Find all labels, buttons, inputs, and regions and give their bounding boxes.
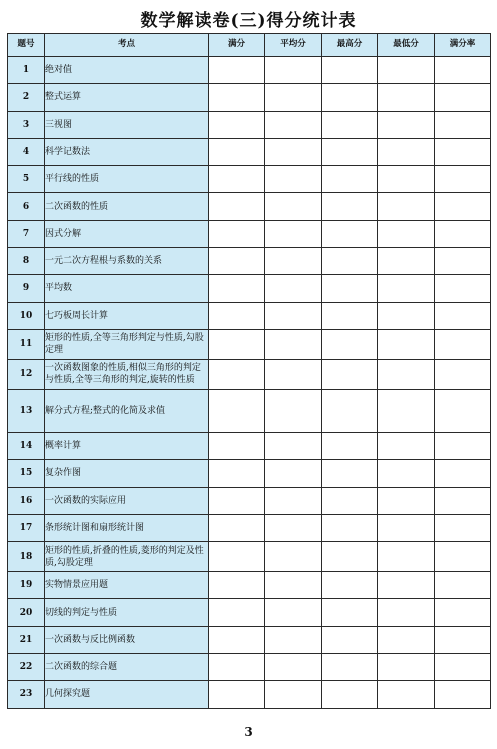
question-number: 20 [8, 599, 45, 626]
average-cell[interactable] [265, 460, 322, 487]
header-full-rate: 满分率 [435, 34, 491, 57]
header-min: 最低分 [378, 34, 435, 57]
full-rate-cell[interactable] [435, 57, 491, 84]
max-cell[interactable] [322, 681, 378, 708]
full-score-cell[interactable] [209, 329, 265, 359]
average-cell[interactable] [265, 487, 322, 514]
full-score-cell[interactable] [209, 138, 265, 165]
min-cell[interactable] [378, 654, 435, 681]
full-score-cell[interactable] [209, 514, 265, 541]
average-cell[interactable] [265, 193, 322, 220]
full-rate-cell[interactable] [435, 111, 491, 138]
full-score-cell[interactable] [209, 193, 265, 220]
min-cell[interactable] [378, 542, 435, 572]
min-cell[interactable] [378, 389, 435, 432]
average-cell[interactable] [265, 138, 322, 165]
min-cell[interactable] [378, 460, 435, 487]
full-rate-cell[interactable] [435, 432, 491, 459]
topic-cell: 平均数 [45, 275, 209, 302]
full-score-cell[interactable] [209, 542, 265, 572]
question-number: 1 [8, 57, 45, 84]
topic-cell: 整式运算 [45, 84, 209, 111]
full-score-cell[interactable] [209, 111, 265, 138]
header-question-no: 题号 [8, 34, 45, 57]
average-cell[interactable] [265, 166, 322, 193]
average-cell[interactable] [265, 302, 322, 329]
topic-cell: 条形统计图和扇形统计图 [45, 514, 209, 541]
min-cell[interactable] [378, 329, 435, 359]
question-number: 10 [8, 302, 45, 329]
average-cell[interactable] [265, 84, 322, 111]
topic-cell: 二次函数的综合题 [45, 654, 209, 681]
table-row [8, 166, 491, 193]
table-body [8, 57, 491, 709]
average-cell[interactable] [265, 220, 322, 247]
average-cell[interactable] [265, 626, 322, 653]
min-cell[interactable] [378, 302, 435, 329]
table-row [8, 84, 491, 111]
table-row [8, 514, 491, 541]
max-cell[interactable] [322, 248, 378, 275]
full-rate-cell[interactable] [435, 220, 491, 247]
header-topic: 考点 [45, 34, 209, 57]
full-rate-cell[interactable] [435, 275, 491, 302]
full-rate-cell[interactable] [435, 681, 491, 708]
full-score-cell[interactable] [209, 84, 265, 111]
max-cell[interactable] [322, 654, 378, 681]
full-score-cell[interactable] [209, 359, 265, 389]
table-row [8, 599, 491, 626]
full-score-cell[interactable] [209, 302, 265, 329]
full-score-cell[interactable] [209, 654, 265, 681]
question-number: 6 [8, 193, 45, 220]
max-cell[interactable] [322, 626, 378, 653]
full-rate-cell[interactable] [435, 248, 491, 275]
table-row [8, 389, 491, 432]
full-score-cell[interactable] [209, 57, 265, 84]
max-cell[interactable] [322, 487, 378, 514]
min-cell[interactable] [378, 248, 435, 275]
min-cell[interactable] [378, 599, 435, 626]
min-cell[interactable] [378, 275, 435, 302]
min-cell[interactable] [378, 193, 435, 220]
average-cell[interactable] [265, 654, 322, 681]
min-cell[interactable] [378, 681, 435, 708]
min-cell[interactable] [378, 487, 435, 514]
full-rate-cell[interactable] [435, 626, 491, 653]
min-cell[interactable] [378, 572, 435, 599]
min-cell[interactable] [378, 514, 435, 541]
full-score-cell[interactable] [209, 572, 265, 599]
average-cell[interactable] [265, 514, 322, 541]
table-row [8, 432, 491, 459]
max-cell[interactable] [322, 275, 378, 302]
topic-cell: 解分式方程;整式的化简及求值 [45, 389, 209, 432]
full-score-cell[interactable] [209, 681, 265, 708]
table-row [8, 572, 491, 599]
average-cell[interactable] [265, 329, 322, 359]
topic-cell: 科学记数法 [45, 138, 209, 165]
average-cell[interactable] [265, 572, 322, 599]
topic-cell: 一次函数的实际应用 [45, 487, 209, 514]
average-cell[interactable] [265, 542, 322, 572]
topic-cell: 一次函数与反比例函数 [45, 626, 209, 653]
question-number: 9 [8, 275, 45, 302]
max-cell[interactable] [322, 193, 378, 220]
topic-cell: 矩形的性质,全等三角形判定与性质,勾股定理 [45, 329, 209, 359]
max-cell[interactable] [322, 220, 378, 247]
full-score-cell[interactable] [209, 487, 265, 514]
table-row [8, 138, 491, 165]
topic-cell: 概率计算 [45, 432, 209, 459]
question-number: 4 [8, 138, 45, 165]
table-row [8, 111, 491, 138]
max-cell[interactable] [322, 572, 378, 599]
page-number: 3 [244, 725, 253, 739]
min-cell[interactable] [378, 138, 435, 165]
full-rate-cell[interactable] [435, 542, 491, 572]
full-rate-cell[interactable] [435, 359, 491, 389]
topic-cell: 七巧板周长计算 [45, 302, 209, 329]
min-cell[interactable] [378, 166, 435, 193]
average-cell[interactable] [265, 432, 322, 459]
max-cell[interactable] [322, 599, 378, 626]
max-cell[interactable] [322, 359, 378, 389]
question-number: 16 [8, 487, 45, 514]
topic-cell: 一次函数图象的性质,相似三角形的判定与性质,全等三角形的判定,旋转的性质 [45, 359, 209, 389]
topic-cell: 切线的判定与性质 [45, 599, 209, 626]
full-score-cell[interactable] [209, 248, 265, 275]
min-cell[interactable] [378, 432, 435, 459]
question-number: 12 [8, 359, 45, 389]
min-cell[interactable] [378, 220, 435, 247]
header-max: 最高分 [322, 34, 378, 57]
question-number: 13 [8, 389, 45, 432]
min-cell[interactable] [378, 84, 435, 111]
question-number: 3 [8, 111, 45, 138]
min-cell[interactable] [378, 111, 435, 138]
question-number: 7 [8, 220, 45, 247]
average-cell[interactable] [265, 599, 322, 626]
full-rate-cell[interactable] [435, 654, 491, 681]
topic-cell: 矩形的性质,折叠的性质,菱形的判定及性质,勾股定理 [45, 542, 209, 572]
header-full-score: 满分 [209, 34, 265, 57]
table-row [8, 275, 491, 302]
question-number: 19 [8, 572, 45, 599]
topic-cell: 复杂作图 [45, 460, 209, 487]
table-row [8, 654, 491, 681]
average-cell[interactable] [265, 248, 322, 275]
topic-cell: 平行线的性质 [45, 166, 209, 193]
min-cell[interactable] [378, 57, 435, 84]
header-average: 平均分 [265, 34, 322, 57]
question-number: 14 [8, 432, 45, 459]
table-row [8, 542, 491, 572]
max-cell[interactable] [322, 460, 378, 487]
full-score-cell[interactable] [209, 275, 265, 302]
average-cell[interactable] [265, 359, 322, 389]
question-number: 15 [8, 460, 45, 487]
full-rate-cell[interactable] [435, 599, 491, 626]
max-cell[interactable] [322, 329, 378, 359]
table-row [8, 487, 491, 514]
question-number: 8 [8, 248, 45, 275]
full-rate-cell[interactable] [435, 302, 491, 329]
max-cell[interactable] [322, 389, 378, 432]
min-cell[interactable] [378, 626, 435, 653]
average-cell[interactable] [265, 681, 322, 708]
full-score-cell[interactable] [209, 599, 265, 626]
table-row [8, 681, 491, 708]
max-cell[interactable] [322, 514, 378, 541]
full-score-cell[interactable] [209, 220, 265, 247]
topic-cell: 一元二次方程根与系数的关系 [45, 248, 209, 275]
question-number: 23 [8, 681, 45, 708]
full-rate-cell[interactable] [435, 166, 491, 193]
max-cell[interactable] [322, 432, 378, 459]
topic-cell: 实物情景应用题 [45, 572, 209, 599]
full-rate-cell[interactable] [435, 389, 491, 432]
max-cell[interactable] [322, 302, 378, 329]
full-rate-cell[interactable] [435, 193, 491, 220]
full-score-cell[interactable] [209, 166, 265, 193]
full-rate-cell[interactable] [435, 487, 491, 514]
table-row [8, 57, 491, 84]
max-cell[interactable] [322, 542, 378, 572]
average-cell[interactable] [265, 275, 322, 302]
question-number: 21 [8, 626, 45, 653]
page-title: 数学解读卷(三)得分统计表 [140, 11, 357, 31]
full-score-cell[interactable] [209, 389, 265, 432]
table-row [8, 248, 491, 275]
full-score-cell[interactable] [209, 432, 265, 459]
question-number: 2 [8, 84, 45, 111]
average-cell[interactable] [265, 389, 322, 432]
max-cell[interactable] [322, 138, 378, 165]
max-cell[interactable] [322, 84, 378, 111]
topic-cell: 二次函数的性质 [45, 193, 209, 220]
topic-cell: 几何探究题 [45, 681, 209, 708]
max-cell[interactable] [322, 57, 378, 84]
table-row [8, 193, 491, 220]
average-cell[interactable] [265, 57, 322, 84]
table-row [8, 220, 491, 247]
full-rate-cell[interactable] [435, 572, 491, 599]
table-row [8, 626, 491, 653]
topic-cell: 绝对值 [45, 57, 209, 84]
full-score-cell[interactable] [209, 626, 265, 653]
full-rate-cell[interactable] [435, 84, 491, 111]
min-cell[interactable] [378, 359, 435, 389]
table-row [8, 359, 491, 389]
full-rate-cell[interactable] [435, 514, 491, 541]
full-rate-cell[interactable] [435, 329, 491, 359]
topic-cell: 因式分解 [45, 220, 209, 247]
topic-cell: 三视图 [45, 111, 209, 138]
max-cell[interactable] [322, 166, 378, 193]
full-rate-cell[interactable] [435, 138, 491, 165]
full-rate-cell[interactable] [435, 460, 491, 487]
header-row [8, 34, 491, 57]
max-cell[interactable] [322, 111, 378, 138]
table-row [8, 460, 491, 487]
question-number: 11 [8, 329, 45, 359]
question-number: 5 [8, 166, 45, 193]
full-score-cell[interactable] [209, 460, 265, 487]
table-row [8, 329, 491, 359]
table-row [8, 302, 491, 329]
question-number: 18 [8, 542, 45, 572]
question-number: 22 [8, 654, 45, 681]
score-table [7, 33, 491, 709]
average-cell[interactable] [265, 111, 322, 138]
question-number: 17 [8, 514, 45, 541]
